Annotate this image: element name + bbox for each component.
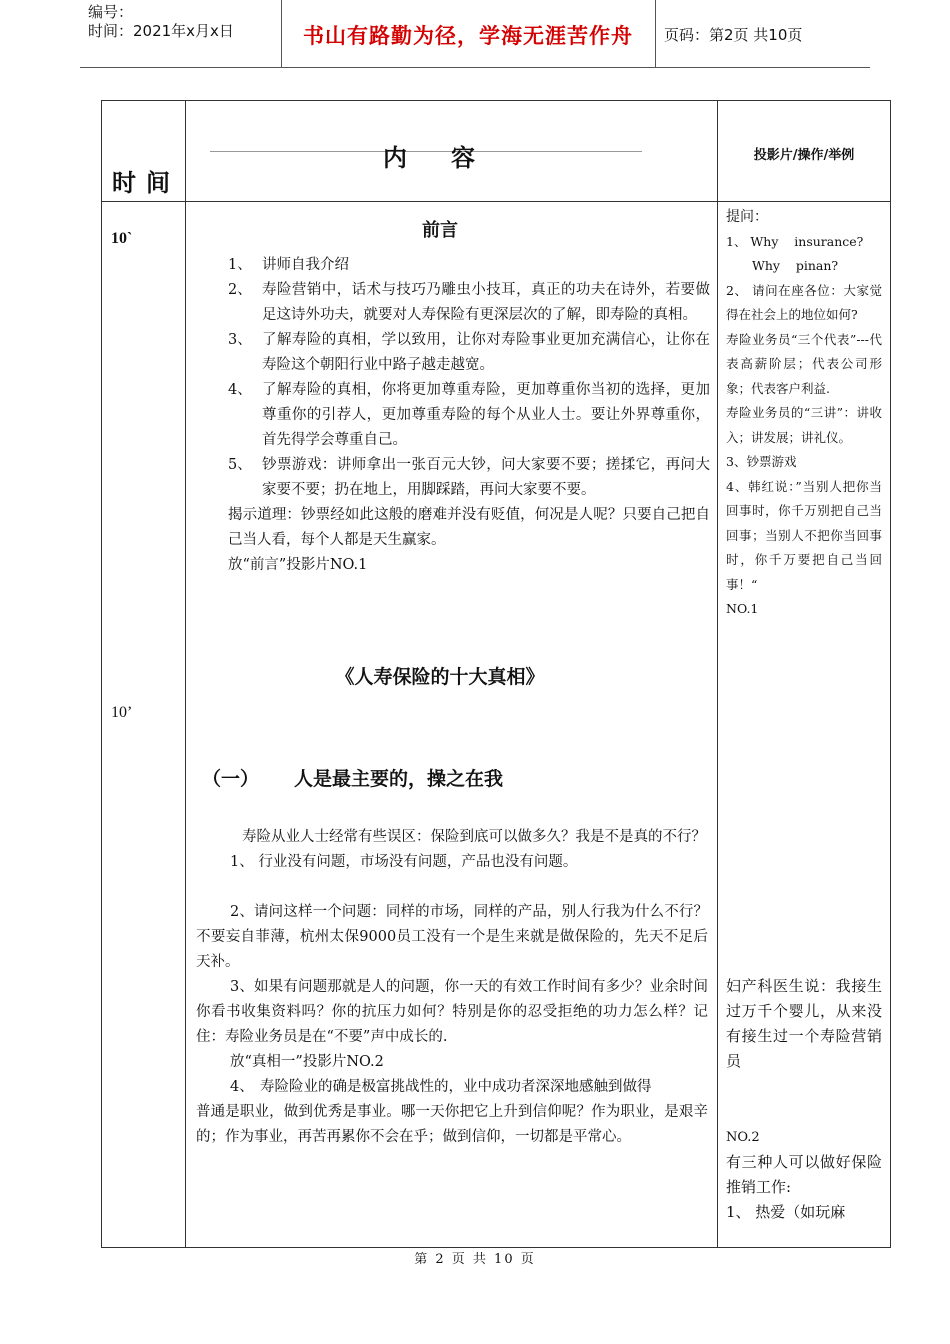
header-rule	[80, 67, 870, 68]
page-footer: 第 2 页 共 10 页	[414, 1252, 536, 1267]
blank-line	[196, 875, 708, 900]
slide-note: 放“真相一”投影片NO.2	[230, 1054, 384, 1070]
header-row-divider	[101, 201, 890, 202]
header-meta	[88, 3, 234, 41]
sidebar-notes-3	[726, 1125, 882, 1225]
section-label: （一）	[202, 768, 260, 790]
slide-note: 放“前言”投影片NO.1	[228, 557, 368, 573]
list-item: 4、 寿险险业的确是极富挑战性的，业中成功者深深地感触到做得	[230, 1079, 652, 1095]
note: Why pinan?	[752, 258, 839, 273]
note: NO.2	[726, 1130, 760, 1145]
note: 1、 热爱（如玩麻	[726, 1203, 846, 1221]
list-item: 2、 寿险营销中，话术与技巧乃雕虫小技耳，真正的功夫在诗外，若要做足这诗外功夫，就要对人寿保险有更深层次的了解，即寿险的真相。	[228, 282, 710, 323]
note: 妇产科医生说：我接生过万千个婴儿，从来没有接生过一个寿险营销员	[726, 977, 882, 1070]
preface-body	[196, 253, 710, 578]
column-divider	[717, 100, 718, 1247]
column-header-time: 时间	[112, 169, 180, 197]
note: 寿险业务员“三个代表”---代表高薪阶层；代表公司形象；代表客户利益.	[726, 331, 882, 396]
preface-reveal: 揭示道理：钞票经如此这般的磨难并没有贬值，何况是人呢？只要自己把自己当人看，每个人都是天生赢家。	[228, 507, 710, 548]
book-title: 《人寿保险的十大真相》	[335, 666, 545, 688]
note: 2、 请问在座各位：大家觉得在社会上的地位如何?	[726, 282, 882, 322]
time-label: 时间：2021年x月x日	[88, 22, 234, 40]
note: 1、 Why insurance?	[726, 233, 864, 249]
column-header-slides: 投影片/操作/举例	[753, 148, 855, 163]
note: 有三种人可以做好保险推销工作:	[726, 1153, 882, 1196]
page-info: 页码：第2页 共10页	[664, 26, 803, 44]
sidebar-notes	[726, 205, 882, 622]
paragraph: 1、 行业没有问题，市场没有问题，产品也没有问题。	[230, 854, 578, 870]
sidebar-notes-2	[726, 974, 882, 1074]
list-item: 3、 了解寿险的真相，学以致用，让你对寿险事业更加充满信心，让你在寿险这个朝阳行业中路子越走越宽。	[228, 332, 710, 373]
preface-title: 前言	[422, 220, 458, 241]
list-item: 5、 钞票游戏：讲师拿出一张百元大钞，问大家要不要；搓揉它，再问大家要不要；扔在地上，用脚踩踏，再问大家要不要。	[228, 457, 710, 498]
time-mark: 10`	[111, 230, 133, 247]
column-header-content: 内容	[383, 144, 519, 172]
note: 3、钞票游戏	[726, 454, 797, 469]
paragraph: 3、如果有问题那就是人的问题，你一天的有效工作时间有多少？业余时间你看书收集资料吗？你的抗压力如何？特别是你的忍受拒绝的功力怎么样？记住：寿险业务员是在“不要”声中成长的.	[196, 979, 708, 1045]
note: NO.1	[726, 601, 759, 616]
paragraph: 普通是职业，做到优秀是事业。哪一天你把它上升到信仰呢？作为职业，是艰辛的；作为事业，再苦再累你不会在乎；做到信仰，一切都是平常心。	[196, 1104, 708, 1145]
note: 4、韩红说：”当别人把你当回事时，你千万别把自己当回事；当别人不把你当回事时，你千万要把自己当回事！“	[726, 478, 882, 592]
paragraph: 2、请问这样一个问题：同样的市场，同样的产品，别人行我为什么不行？不要妄自菲薄，杭州太保9000员工没有一个是生来就是做保险的，先天不足后天补。	[196, 904, 708, 970]
note: 寿险业务员的“三讲”：讲收入；讲发展；讲礼仪。	[726, 405, 882, 445]
serial-label: 编号：	[88, 3, 134, 21]
time-mark: 10’	[111, 704, 133, 721]
list-item: 1、 讲师自我介绍	[228, 257, 349, 273]
motto: 书山有路勤为径，学海无涯苦作舟	[303, 24, 633, 48]
section1-body	[196, 825, 708, 1150]
list-item: 4、 了解寿险的真相，你将更加尊重寿险，更加尊重你当初的选择，更加尊重你的引荐人，更加尊重寿险的每个从业人士。要让外界尊重你，首先得学会尊重自己。	[228, 382, 710, 448]
header-divider	[655, 0, 656, 68]
paragraph: 寿险从业人士经常有些误区：保险到底可以做多久？我是不是真的不行？	[242, 829, 706, 845]
section-title: 人是最主要的，操之在我	[294, 768, 504, 790]
ask-label: 提问：	[726, 209, 768, 225]
